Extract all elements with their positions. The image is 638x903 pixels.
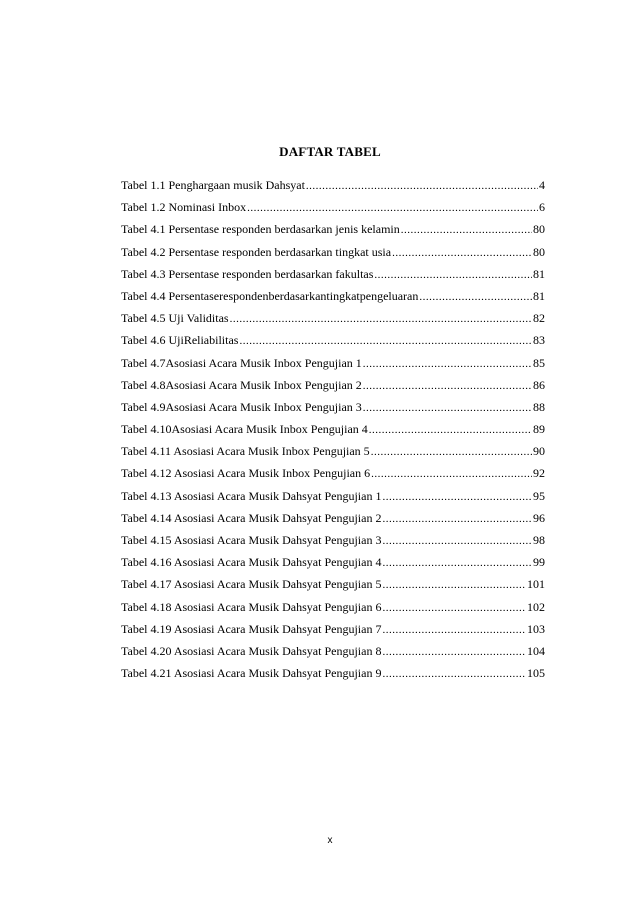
list-item[interactable]	[121, 573, 545, 595]
list-item[interactable]	[121, 174, 545, 196]
dot-leader	[371, 441, 532, 463]
entry-label: Tabel 4.3 Persentase responden berdasarkan fakultas	[121, 266, 374, 281]
entry-label: Tabel 4.18 Asosiasi Acara Musik Dahsyat Pengujian 6	[121, 599, 382, 614]
entry-label: Tabel 4.11 Asosiasi Acara Musik Inbox Pengujian 5	[121, 444, 370, 459]
entry-label: Tabel 4.21 Asosiasi Acara Musik Dahsyat Pengujian 9	[121, 666, 382, 681]
list-item[interactable]	[121, 352, 545, 374]
entry-page-number: 85	[533, 355, 545, 370]
page-number: x	[327, 835, 333, 846]
list-item[interactable]	[121, 307, 545, 329]
entry-page-number: 102	[527, 599, 545, 614]
dot-leader	[382, 641, 526, 663]
entry-label: Tabel 4.10Asosiasi Acara Musik Inbox Pengujian 4	[121, 422, 368, 437]
entry-label: Tabel 4.14 Asosiasi Acara Musik Dahsyat Pengujian 2	[121, 510, 382, 525]
entry-page-number: 6	[539, 200, 545, 215]
page-title: DAFTAR TABEL	[279, 144, 381, 159]
list-item[interactable]	[121, 485, 545, 507]
list-item[interactable]	[121, 529, 545, 551]
list-item[interactable]	[121, 462, 545, 484]
dot-leader	[363, 397, 532, 419]
list-item[interactable]	[121, 551, 545, 573]
dot-leader	[382, 597, 526, 619]
list-item[interactable]	[121, 507, 545, 529]
list-item[interactable]	[121, 218, 545, 240]
dot-leader	[382, 486, 532, 508]
entry-label: Tabel 1.2 Nominasi Inbox	[121, 200, 247, 215]
list-item[interactable]	[121, 640, 545, 662]
entry-page-number: 95	[533, 488, 545, 503]
entry-page-number: 81	[533, 288, 545, 303]
dot-leader	[382, 530, 532, 552]
dot-leader	[306, 175, 538, 197]
list-item[interactable]	[121, 285, 545, 307]
dot-leader	[363, 353, 532, 375]
entry-page-number: 88	[533, 399, 545, 414]
entry-label: Tabel 4.13 Asosiasi Acara Musik Dahsyat Pengujian 1	[121, 488, 382, 503]
entry-label: Tabel 4.19 Asosiasi Acara Musik Dahsyat Pengujian 7	[121, 621, 382, 636]
dot-leader	[382, 574, 526, 596]
dot-leader	[363, 375, 532, 397]
entry-label: Tabel 4.6 UjiReliabilitas	[121, 333, 239, 348]
dot-leader	[382, 619, 526, 641]
entry-page-number: 80	[533, 222, 545, 237]
entry-label: Tabel 4.8Asosiasi Acara Musik Inbox Pengujian 2	[121, 377, 362, 392]
dot-leader	[382, 508, 532, 530]
entry-page-number: 82	[533, 311, 545, 326]
dot-leader	[369, 419, 532, 441]
dot-leader	[247, 197, 538, 219]
entry-page-number: 98	[533, 533, 545, 547]
list-item[interactable]	[121, 329, 545, 351]
dot-leader	[230, 308, 532, 330]
entry-label: Tabel 1.1 Penghargaan musik Dahsyat	[121, 178, 305, 192]
list-item[interactable]	[121, 241, 545, 263]
entry-page-number: 86	[533, 377, 545, 392]
list-item[interactable]	[121, 440, 545, 462]
entry-label: Tabel 4.15 Asosiasi Acara Musik Dahsyat Pengujian 3	[121, 533, 382, 547]
entry-label: Tabel 4.17 Asosiasi Acara Musik Dahsyat Pengujian 5	[121, 577, 382, 592]
entry-label: Tabel 4.2 Persentase responden berdasarkan tingkat usia	[121, 244, 392, 259]
entry-page-number: 103	[527, 621, 545, 636]
list-item[interactable]	[121, 618, 545, 640]
entry-page-number: 105	[527, 666, 545, 681]
dot-leader	[371, 463, 532, 485]
list-item[interactable]	[121, 396, 545, 418]
entry-page-number: 90	[533, 444, 545, 459]
entry-page-number: 83	[533, 333, 545, 348]
entry-page-number: 96	[533, 510, 545, 525]
dot-leader	[382, 663, 526, 685]
dot-leader	[401, 219, 532, 241]
entry-label: Tabel 4.16 Asosiasi Acara Musik Dahsyat Pengujian 4	[121, 555, 382, 570]
entry-page-number: 4	[539, 178, 545, 192]
entry-page-number: 80	[533, 244, 545, 259]
entry-label: Tabel 4.1 Persentase responden berdasarkan jenis kelamin	[121, 222, 400, 237]
entry-page-number: 101	[527, 577, 545, 592]
entry-label: Tabel 4.20 Asosiasi Acara Musik Dahsyat Pengujian 8	[121, 643, 382, 658]
entry-page-number: 104	[527, 643, 545, 658]
entry-page-number: 89	[533, 422, 545, 437]
list-item[interactable]	[121, 418, 545, 440]
entry-label: Tabel 4.12 Asosiasi Acara Musik Inbox Pengujian 6	[121, 466, 371, 481]
dot-leader	[239, 330, 532, 352]
entry-label: Tabel 4.5 Uji Validitas	[121, 311, 229, 326]
list-item[interactable]	[121, 374, 545, 396]
dot-leader	[392, 242, 532, 264]
dot-leader	[374, 264, 532, 286]
entry-label: Tabel 4.9Asosiasi Acara Musik Inbox Pengujian 3	[121, 399, 362, 414]
entry-page-number: 92	[533, 466, 545, 481]
dot-leader	[382, 552, 532, 574]
list-item[interactable]	[121, 263, 545, 285]
list-item[interactable]	[121, 662, 545, 684]
dot-leader	[419, 286, 532, 308]
list-item[interactable]	[121, 196, 545, 218]
entry-page-number: 81	[533, 266, 545, 281]
entry-page-number: 99	[533, 555, 545, 570]
list-item[interactable]	[121, 596, 545, 618]
entry-label: Tabel 4.4 Persentaserespondenberdasarkantingkatpengeluaran	[121, 288, 419, 303]
table-list	[121, 174, 545, 684]
entry-label: Tabel 4.7Asosiasi Acara Musik Inbox Pengujian 1	[121, 355, 362, 370]
